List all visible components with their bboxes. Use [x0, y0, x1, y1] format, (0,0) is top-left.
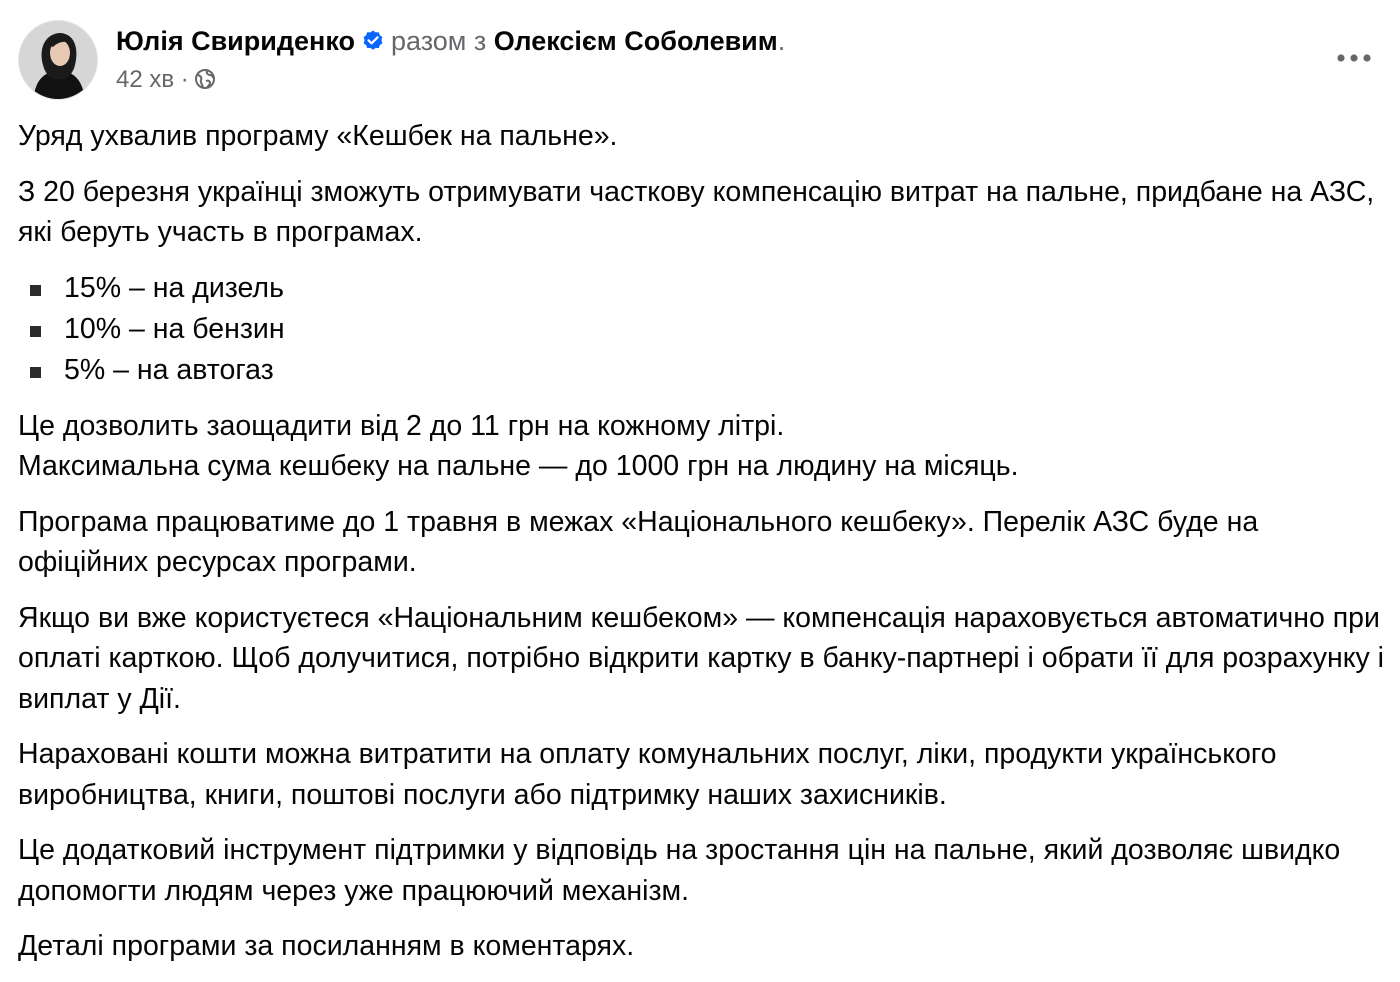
author-avatar[interactable] — [18, 20, 98, 100]
globe-icon[interactable] — [193, 67, 217, 100]
list-item — [18, 268, 1388, 309]
post-timestamp-link[interactable]: 42 хв — [116, 66, 175, 93]
bullet-icon — [30, 326, 41, 337]
list-item-text: 10% – на бензин — [64, 312, 285, 345]
post-meta — [116, 64, 217, 100]
post-paragraph-8: Деталі програми за посиланням в коментарях. — [18, 930, 635, 962]
meta-separator: · — [180, 66, 189, 93]
post-paragraph-3 — [18, 406, 1388, 487]
with-text: разом з — [390, 26, 487, 56]
list-item-text: 15% – на дизель — [64, 271, 284, 304]
post-header — [18, 20, 1380, 104]
post-paragraph-4: Програма працюватиме до 1 травня в межах «Національного кешбеку». Перелік АЗС буде на офіційних ресурсах програми. — [18, 505, 1259, 578]
tagged-person-link[interactable]: Олексієм Соболевим — [493, 26, 778, 56]
post-paragraph-2: З 20 березня українці зможуть отримувати часткову компенсацію витрат на пальне, придбане на АЗС, які беруть участь в програмах. — [18, 175, 1375, 248]
verified-badge-icon — [361, 27, 385, 61]
max-cashback-line: Максимальна сума кешбеку на пальне — до 1000 грн на людину на місяць. — [18, 450, 1019, 482]
savings-line: Це дозволить заощадити від 2 до 11 грн на кожному літрі. — [18, 409, 785, 442]
post-paragraph-5: Якщо ви вже користуєтеся «Національним кешбеком» — компенсація нараховується автоматично при оплаті карткою. Щоб долучитися, потрібно відкрити картку в банку-партнері і обрати її для розрахунку і виплат у Дії. — [18, 601, 1384, 715]
more-options-button[interactable] — [1330, 38, 1378, 78]
bullet-icon — [30, 285, 41, 296]
cashback-rates-list — [18, 268, 1388, 391]
list-item — [18, 309, 1388, 350]
more-options-icon — [1336, 53, 1372, 63]
tagged-suffix: . — [777, 26, 786, 56]
list-item-text: 5% – на автогаз — [64, 353, 274, 386]
post-text — [18, 116, 1388, 982]
post-paragraph-6: Нараховані кошти можна витратити на оплату комунальних послуг, ліки, продукти українського виробництва, книги, поштові послуги або підтримку наших захисників. — [18, 738, 1277, 811]
list-item — [18, 350, 1388, 391]
post-paragraph-1: Уряд ухвалив програму «Кешбек на пальне». — [18, 120, 618, 152]
author-name-link[interactable]: Юлія Свириденко — [116, 26, 355, 56]
author-line — [116, 24, 785, 61]
bullet-icon — [30, 367, 41, 378]
post-paragraph-7: Це додатковий інструмент підтримки у відповідь на зростання цін на пальне, який дозволяє швидко допомогти людям через уже працюючий механізм. — [18, 834, 1341, 907]
avatar-image — [19, 21, 98, 100]
